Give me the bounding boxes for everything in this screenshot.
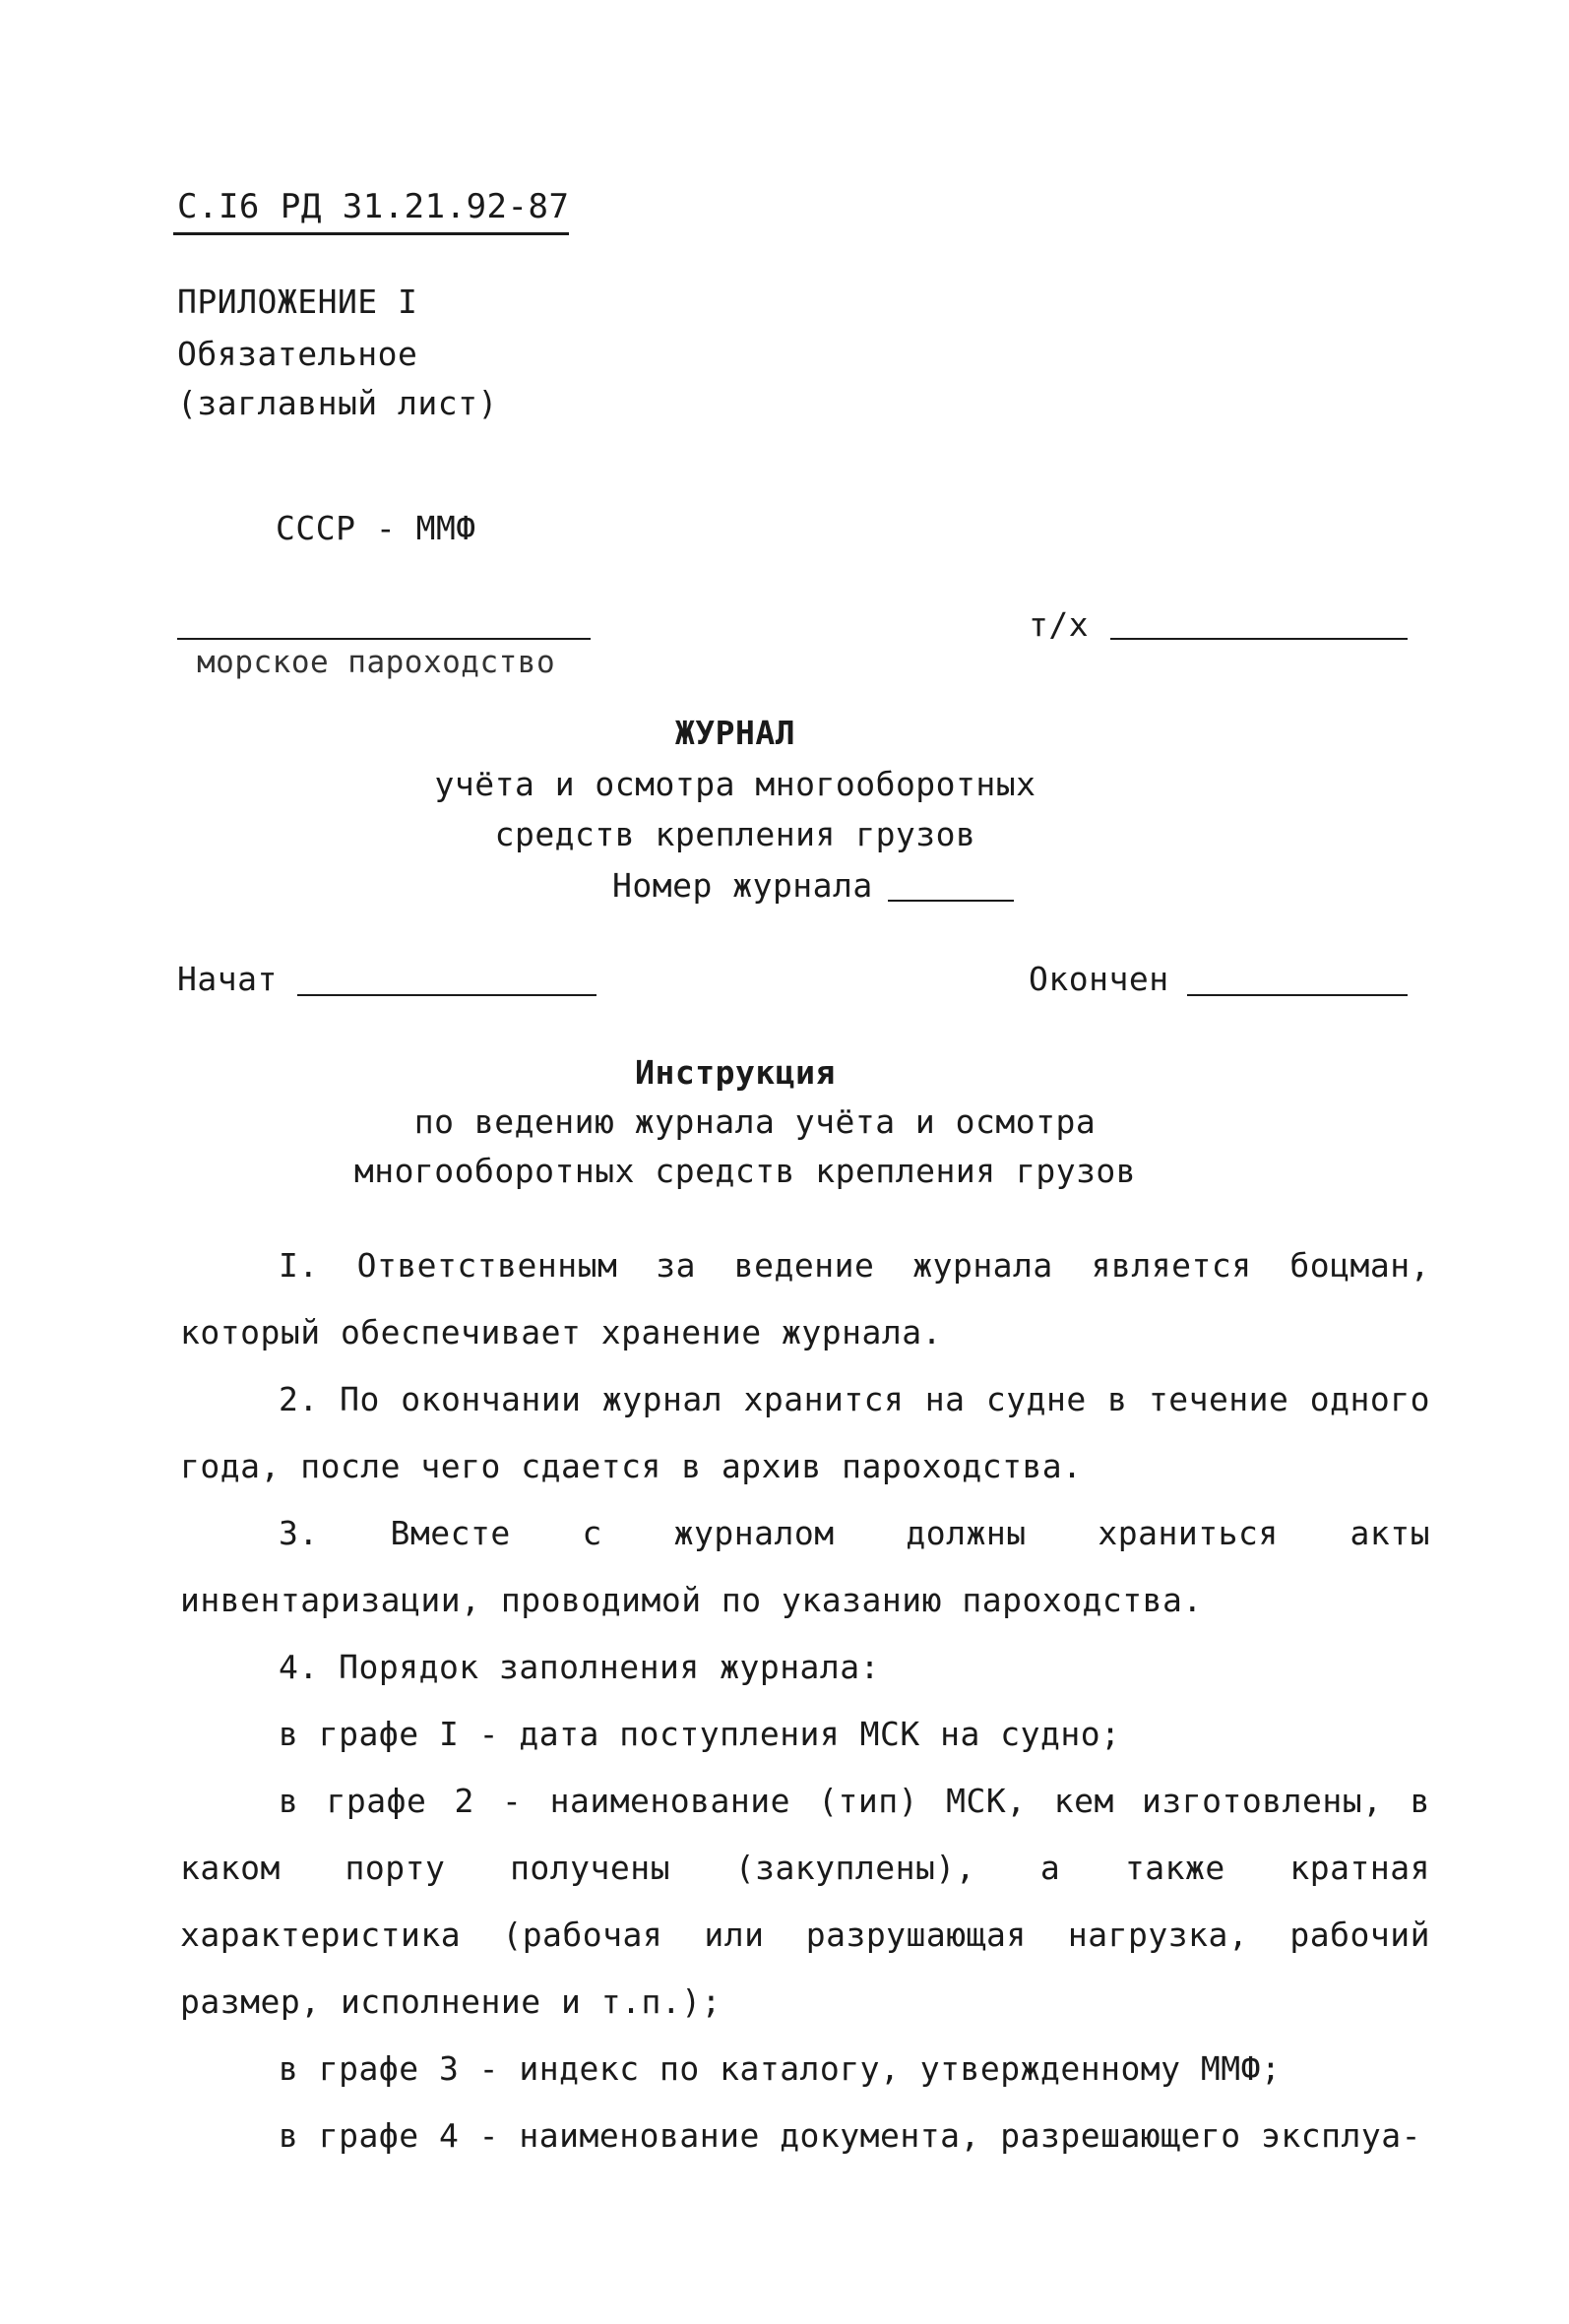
column-2-rule: в графе 2 - наименование (тип) МСК, кем изготовлены, в каком порту получены (закуплены), а также кратная характеристика (рабочая или разрушающая нагрузка, рабочий размер, исполнение и т.п.);: [180, 1782, 1430, 2021]
journal-number-blank: [888, 900, 1014, 902]
column-4-rule: в графе 4 - наименование документа, разрешающего эксплуа-: [279, 2116, 1421, 2155]
instruction-item-4: 4. Порядок заполнения журнала:: [279, 1648, 881, 1686]
appendix-note: (заглавный лист): [177, 384, 498, 422]
appendix-status: Обязательное: [177, 335, 418, 373]
finished-label: Окончен: [1029, 960, 1169, 998]
vessel-label: т/х: [1029, 605, 1090, 644]
document-code: С.I6 РД 31.21.92-87: [177, 187, 570, 226]
column-1-rule: в графе I - дата поступления МСК на судно;: [279, 1715, 1121, 1753]
journal-title: ЖУРНАЛ: [674, 714, 796, 752]
shipping-company-caption: морское пароходство: [197, 645, 556, 680]
journal-subtitle-2: средств крепления грузов: [494, 815, 976, 853]
shipping-company-blank: [177, 638, 591, 640]
instruction-body: [180, 1232, 1430, 2169]
instruction-subtitle-2: многооборотных средств крепления грузов: [353, 1152, 1137, 1190]
vessel-blank: [1110, 638, 1408, 640]
started-label: Начат: [177, 960, 278, 998]
journal-number-label: Номер журнала: [612, 866, 873, 905]
country-ministry: СССР - ММФ: [276, 509, 476, 547]
started-blank: [297, 994, 596, 996]
instruction-item-3: 3. Вместе с журналом должны храниться акты инвентаризации, проводимой по указанию пароходства.: [180, 1514, 1430, 1619]
finished-blank: [1187, 994, 1408, 996]
journal-subtitle-1: учёта и осмотра многооборотных: [434, 765, 1036, 803]
appendix-title: ПРИЛОЖЕНИЕ I: [177, 283, 418, 321]
instruction-subtitle-1: по ведению журнала учёта и осмотра: [413, 1102, 1097, 1141]
column-3-rule: в графе 3 - индекс по каталогу, утвержденному ММФ;: [279, 2049, 1282, 2088]
document-code-underline: [173, 232, 569, 235]
instruction-title: Инструкция: [635, 1053, 836, 1092]
instruction-item-2: 2. По окончании журнал хранится на судне в течение одного года, после чего сдается в архив пароходства.: [180, 1380, 1430, 1485]
instruction-item-1: I. Ответственным за ведение журнала является боцман, который обеспечивает хранение журнала.: [180, 1246, 1430, 1351]
